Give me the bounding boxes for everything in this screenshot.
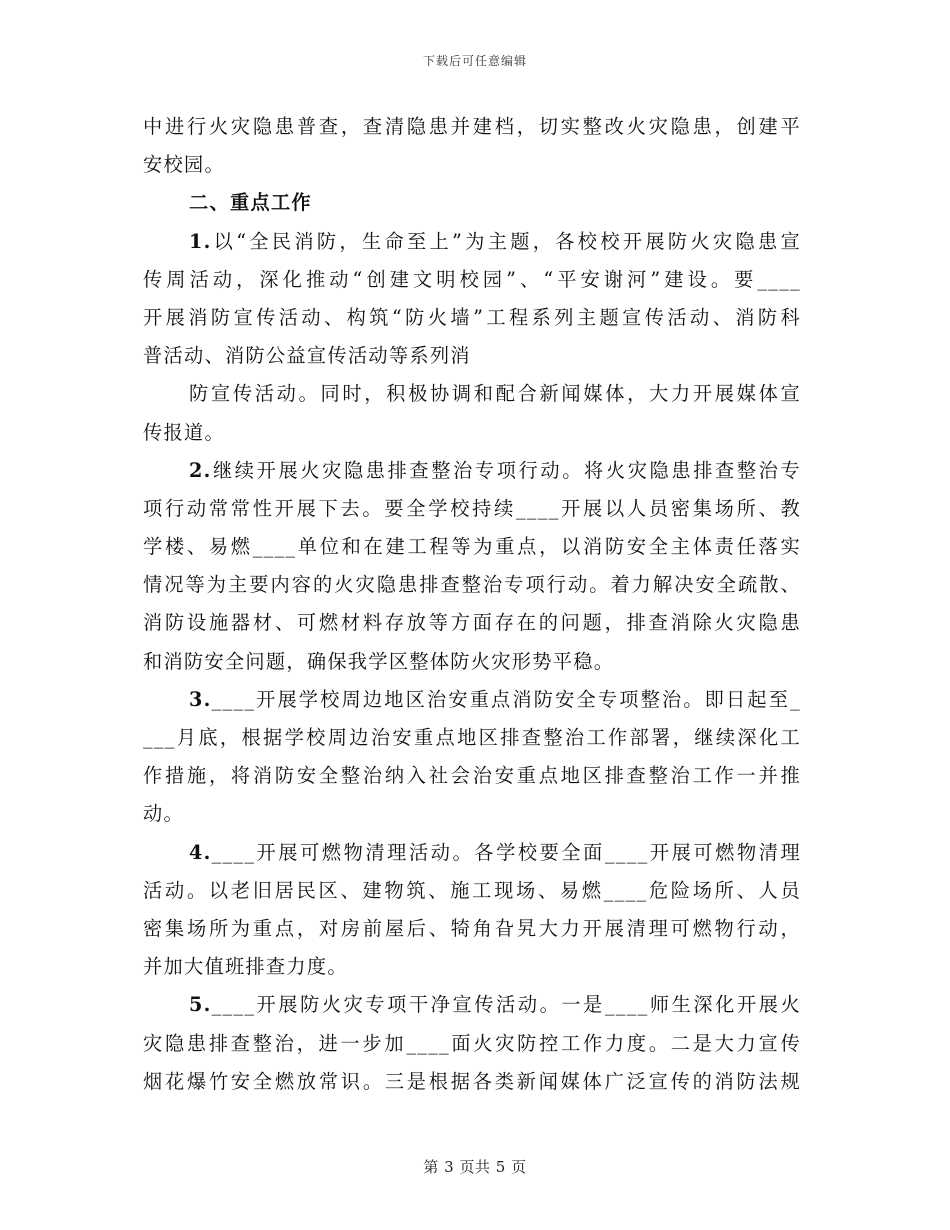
- text-line: 灾隐患排查整治，进一步加____面火灾防控工作力度。二是大力宣传: [143, 1031, 801, 1055]
- item-number: 3.: [189, 687, 212, 711]
- text-line: 开展消防宣传活动、构筑“防火墙”工程系列主题宣传活动、消防科: [143, 305, 801, 329]
- text-span: ____开展可燃物清理活动。各学校要全面____开展可燃物清理: [211, 840, 801, 864]
- paragraph-4: [143, 834, 801, 987]
- text-line: ___月底，根据学校周边治安重点地区排查整治工作部署，继续深化工: [143, 726, 801, 749]
- text-line: 动。: [143, 802, 184, 826]
- text-line: 消防设施器材、可燃材料存放等方面存在的问题，排查消除火灾隐患: [143, 611, 801, 635]
- text-line: 和消防安全问题，确保我学区整体防火灾形势平稳。: [143, 649, 615, 673]
- text-line: [143, 452, 801, 490]
- paragraph-1: [143, 223, 801, 452]
- text-line: 学楼、易燃____单位和在建工程等为重点，以消防安全主体责任落实: [143, 535, 801, 559]
- text-line: [143, 223, 801, 261]
- text-line: [143, 834, 801, 872]
- text-line: 烟花爆竹安全燃放常识。三是根据各类新闻媒体广泛宣传的消防法规: [143, 1069, 801, 1093]
- text-line: 中进行火灾隐患普查，查清隐患并建档，切实整改火灾隐患，创建平: [143, 115, 801, 138]
- section-heading: 二、重点工作: [189, 191, 312, 215]
- text-line: 作措施，将消防安全整治纳入社会治安重点地区排查整治工作一并推: [143, 764, 801, 788]
- item-number: 4.: [189, 840, 212, 864]
- text-span: ____开展学校周边地区治安重点消防安全专项整治。即日起至_: [211, 687, 801, 711]
- page-number: 第 3 页共 5 页: [423, 1158, 527, 1176]
- document-body: [143, 108, 801, 1101]
- paragraph-5: [143, 986, 801, 1101]
- text-line: [143, 986, 801, 1024]
- text-line: 情况等为主要内容的火灾隐患排查整治专项行动。着力解决安全疏散、: [143, 573, 801, 597]
- paragraph-2: [143, 452, 801, 681]
- text-line: 传报道。: [143, 420, 225, 444]
- item-number: 1.: [189, 229, 212, 253]
- text-span: ____开展防火灾专项干净宣传活动。一是____师生深化开展火: [211, 993, 801, 1017]
- text-span: 以“全民消防，生命至上”为主题，各校校开展防火灾隐患宣: [211, 229, 801, 253]
- text-line: 普活动、消防公益宣传活动等系列消: [143, 344, 471, 368]
- text-line: 活动。以老旧居民区、建物筑、施工现场、易燃____危险场所、人员: [143, 878, 801, 902]
- text-line: 防宣传活动。同时，积极协调和配合新闻媒体，大力开展媒体宣: [189, 382, 801, 406]
- paragraph-3: [143, 681, 801, 834]
- text-line: 安校园。: [143, 153, 225, 177]
- item-number: 5.: [189, 993, 212, 1017]
- text-line: [143, 681, 801, 719]
- text-line: 传周活动，深化推动“创建文明校园”、“平安谢河”建设。要____: [143, 267, 801, 291]
- item-number: 2.: [189, 458, 212, 482]
- text-line: 项行动常常性开展下去。要全学校持续____开展以人员密集场所、教: [143, 496, 801, 520]
- text-span: 继续开展火灾隐患排查整治专项行动。将火灾隐患排查整治专: [211, 458, 801, 482]
- text-line: 并加大值班排查力度。: [143, 955, 348, 979]
- page-header: 下载后可任意编辑: [422, 54, 527, 68]
- text-line: 密集场所为重点，对房前屋后、犄角旮旯大力开展清理可燃物行动，: [143, 916, 801, 940]
